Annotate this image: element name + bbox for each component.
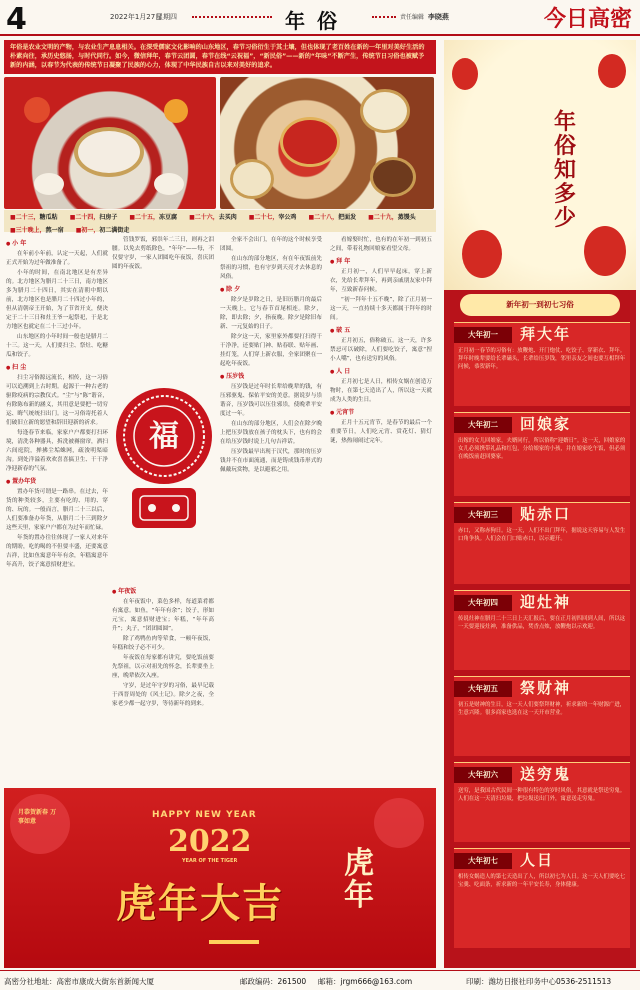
paragraph: 正月初五，俗称破五。这一天，许多禁忌可以破除，人们要吃饺子，寓意“捏小人嘴”，也有送穷的风俗。	[330, 338, 432, 362]
paragraph: 每逢春节来临，家家户户都要打扫环境，清洗各种器具，拆洗被褥窗帘，洒扫六间庭院，掸拂尘垢蛛网，疏浚明渠暗沟。到处洋溢着欢欢喜喜搞卫生、干干净净迎新春的气氛。	[6, 430, 108, 472]
paragraph: 除了鸡鸭鱼肉等荤食，一顿年夜饭，年糕和饺子必不可少。	[112, 636, 214, 651]
banner-ribbon	[209, 940, 259, 944]
page-number: 4	[6, 2, 27, 37]
day-custom-text: 正月初一春节的习俗有：放鞭炮、开门炮仗、吃饺子、穿新衣、拜年。拜年时晚辈要给长辈磕头，长辈给压岁钱，邻里亲友之间也要互相拜年问候，恭贺新年。	[458, 348, 626, 370]
subhead: ● 破 五	[330, 326, 432, 336]
newspaper-logo: 今日高密	[544, 6, 633, 32]
day-custom-name: 祭财神	[520, 679, 572, 697]
day-label: 大年初二	[454, 417, 512, 433]
day-custom-text: 相传女娲造人的第七天造出了人，所以初七为人日。这一天人们要吃七宝羹、吃面条，祈求新的一年平安长寿，身体健康。	[458, 874, 626, 888]
paragraph: 扫尘习俗源远流长，相传，这一习俗可以追溯到上古时期。起源于一种古老的驱除疫病的宗教仪式。“尘”与“陈”谐音，有除陈布新的涵义，其用意是要把一切穷运、晦气统统扫出门。这一习俗寄托着人们破旧立新的愿望和辞旧迎新的祈求。	[6, 375, 108, 426]
subhead: ● 除 夕	[220, 285, 322, 295]
issue-date: 2022年1月27日	[110, 13, 163, 21]
banner-year: 2022	[168, 824, 252, 859]
day-card-2	[454, 412, 630, 496]
day-custom-name: 贴赤口	[520, 505, 572, 523]
paragraph: 山东地区的小年时间一般也是腊月二十三。这一天，人们要扫尘、祭灶、吃糖瓜和饺子。	[6, 334, 108, 358]
subhead: ● 拜 年	[330, 257, 432, 267]
rhyme-item: ■初一，初二满街走	[75, 227, 130, 234]
article-column-2-bottom	[112, 584, 214, 784]
day-card-4	[454, 590, 630, 670]
subhead: ● 小 年	[6, 239, 108, 249]
paragraph: 正月十五元宵节，是春节的最后一个重要节日，人们吃元宵、赏花灯、猜灯谜，热热闹闹过完年。	[330, 420, 432, 444]
subhead: ● 元宵节	[330, 408, 432, 418]
day-card-1	[454, 322, 630, 406]
banner-greeting: 月恭贺新春 万事如意	[18, 809, 57, 825]
day-custom-name: 拜大年	[520, 325, 572, 343]
day-card-5	[454, 676, 630, 756]
fu-papercut-image	[112, 346, 216, 582]
paragraph: 年货的置办往往体现了一家人对来年的期盼，吃的喝的不但要丰盛，还要寓意吉祥，比如鱼寓意年年有余，年糕寓意年年高升，饺子寓意招财进宝。	[6, 535, 108, 568]
day-label: 大年初六	[454, 767, 512, 783]
paragraph: 管钱罗饭，邪祟年二三日，则再之泪腰。以免去剪纸除色，“年年”——每，不仅要守岁，一家人团圆吃年夜饭，喜庆团圆的年夜饭。	[112, 237, 214, 270]
banner-happy-text: HAPPY NEW YEAR	[152, 810, 257, 820]
paragraph: 看嫁娶时忙，也有的在年初一到初五之间，带着礼物回娘家看望父母。	[330, 237, 432, 252]
countdown-rhyme-bar	[4, 210, 436, 232]
day-label: 大年初七	[454, 853, 512, 869]
festive-snacks-photo	[220, 77, 434, 209]
subhead: ● 置办年货	[6, 477, 108, 487]
sidebar-lantern-header	[444, 40, 636, 290]
day-custom-name: 回娘家	[520, 415, 572, 433]
paragraph: 守岁，是过年守岁的习俗，最早记载于西晋周处的《风土记》。除夕之夜，全家老少都一起守岁，等待新年的到来。	[112, 683, 214, 707]
paragraph: 置办年货可谓是一路串。在过去，年货的种类较多，主要有吃的、用的、穿的、玩的。一般而言，腊月二十三以后，人们要准备办年货，从腊月二十三到除夕这些天里，家家户户都在为过年而忙碌。	[6, 489, 108, 531]
article-column-1	[6, 236, 108, 784]
day-card-7	[454, 848, 630, 948]
paragraph: 压岁钱最早出现于汉代，那时的压岁钱并不在市面流通，而是铸成钱币形式的佩戴玩赏物，是以避邪之用。	[220, 449, 322, 473]
section-title: 年俗	[285, 9, 349, 33]
day-label: 大年初五	[454, 681, 512, 697]
subhead: ● 人 日	[330, 367, 432, 377]
sidebar-subtitle: 新年初一到初七习俗	[460, 294, 620, 316]
paragraph: 在山东的部分地区，人们会在除夕晚上把压岁钱放在孩子的枕头下，也有的会在给压岁钱时说上几句吉祥话。	[220, 421, 322, 445]
page-footer	[0, 970, 640, 990]
day-custom-text: 送穷，是我国古代民间一种很有特色的岁时风俗，其意就是祭送穷鬼。人们在这一天清扫垃圾，把垃圾送出门外，寓意送走穷鬼。	[458, 788, 626, 802]
sidebar-title: 年俗知多少	[553, 109, 576, 231]
day-card-6	[454, 762, 630, 842]
svg-text:福: 福	[149, 419, 179, 454]
rhyme-item: ■二十八，把面发	[308, 214, 357, 221]
rhyme-item: ■二十三，糖瓜粘	[10, 214, 58, 221]
footer-printer: 印刷：潍坊日报社印务中心0536-2511513	[466, 977, 612, 986]
article-column-4	[330, 236, 432, 784]
subhead: ● 扫 尘	[6, 363, 108, 373]
day-custom-name: 人日	[520, 851, 555, 869]
paragraph: 在山东的部分地区，有在年夜饭前先祭祖的习惯，也有守岁到天亮才去休息的风俗。	[220, 256, 322, 280]
banner-subtitle: YEAR OF THE TIGER	[182, 858, 238, 864]
subhead: ● 年夜饭	[112, 587, 214, 597]
paragraph: 小年的时间，在南北地区是有差异的。北方地区为腊月二十三日，南方地区多为腊月二十四日，其实在清朝中期以前，北方地区也是腊月二十四过小年的，但从清朝帝王开始，为了节省开支，便决定于二十三日和灶王爷一起祭祀，于是北方地区也就定在二十三过小年。	[6, 270, 108, 330]
paragraph: 正月初七是人日，相传女娲在创造万物时，在第七天造出了人，所以这一天就成为人类的生日。	[330, 379, 432, 403]
day-custom-text: 赤口，又称赤狗日。这一天，人们不出门拜年，据说这天容易与人发生口角争执。人们会在门口贴赤口，以示避开。	[458, 528, 626, 542]
intro-text: 年俗是农业文明的产物，与农业生产息息相关。在深受儒家文化影响的山东地区，春节习俗衍生于其土壤，但也体现了老百姓在新的一年里对美好生活的朴素向往，承历史悠扬，与时代同行。如今，微信拜年，春节云团圆，春节在线“云祝福”，“新民俗”——新的“年味”不断产生，传统节日习俗也被赋予新的内涵，以春节为代表的传统节日凝聚了民族的心力，体现了中华民族自古以来对美好的追求。	[4, 40, 436, 74]
paragraph: “初一拜年十五不晚”，除了正月初一这一天，一直持续十多天都属于拜年的时间。	[330, 297, 432, 321]
issue-weekday: 星期四	[156, 13, 177, 21]
family-dinner-photo	[4, 77, 216, 209]
paragraph: 压岁钱是过年时长辈给晚辈的钱，有压邪驱鬼、保佑平安的美意。据说岁与祟谐音，压岁钱可以压住邪祟，使晚辈平安度过一年。	[220, 384, 322, 417]
rhyme-item: ■二十四，扫房子	[69, 214, 118, 221]
footer-email: 邮箱：jrgm666@163.com	[318, 977, 413, 986]
day-custom-text: 出嫁的女儿回娘家，夫婿同行，所以俗称“迎婿日”。这一天，回娘家的女儿必须携带礼品和红包，分给娘家的小孩，并在娘家吃午饭，但必须在晚饭前赶回婆家。	[458, 438, 626, 460]
day-custom-text: 初五是财神的生日，这一天人们要祭拜财神，祈求新的一年财源广进，生意兴隆。很多商家也选在这一天开市营业。	[458, 702, 626, 716]
paragraph: 除夕是岁除之日，是旧历腊月的最后一天晚上，它与春节首尾相连。除夕，除，即去除；夕，指夜晚。除夕是除旧布新、一元复始的日子。	[220, 297, 322, 330]
day-label: 大年初四	[454, 595, 512, 611]
rhyme-item: ■二十九，蒸馒头	[368, 214, 416, 221]
footer-zip: 邮政编码：261500	[240, 977, 307, 986]
paragraph: 在年前小年前，认定一天起，人们就正式开始为过年做准备了。	[6, 251, 108, 266]
day-custom-name: 迎灶神	[520, 593, 572, 611]
day-custom-text: 传说灶神在腊月二十三日上天汇报后，要在正月初四回到人间，所以这一天要迎接灶神，准备供品，焚香点烛，放鞭炮以示欢迎。	[458, 616, 626, 630]
banner-tiger-calligraphy: 虎年	[344, 846, 374, 913]
banner-main-title: 虎年大吉	[116, 880, 284, 927]
rhyme-item: ■二十六，去买肉	[189, 214, 237, 221]
paragraph: 年夜饭在每家都有讲究，要吃饭前要先祭祖，以示对祖先的怀念，长辈要坐上座，晚辈依次入座。	[112, 655, 214, 679]
article-column-2-top	[112, 236, 214, 342]
header-divider-left	[192, 16, 272, 19]
day-label: 大年初一	[454, 327, 512, 343]
editor-credit: 责任编辑 李晓燕	[400, 13, 449, 21]
rhyme-item: ■二十五，冻豆腐	[129, 214, 178, 221]
paragraph: 全家不会出门，在年的这个时候享受团圆。	[220, 237, 322, 252]
paragraph: 正月初一，人们早早起床，穿上新衣，先给长辈拜年，再到亲戚朋友家中拜年，互致新春问候。	[330, 269, 432, 293]
day-card-3	[454, 502, 630, 584]
header-divider-right	[372, 16, 396, 19]
rhyme-item: ■二十七，宰公鸡	[248, 214, 297, 221]
paragraph: 在年夜饭中，菜色多样，每道菜肴都有寓意。如鱼，“年年有余”；饺子，形如元宝，寓意招财进宝；年糕，“年年高升”；丸子，“团团圆圆”。	[112, 599, 214, 632]
article-column-3	[220, 236, 322, 784]
new-year-banner	[4, 788, 436, 968]
rhyme-item: ■三十晚上，熬一宿	[10, 227, 64, 234]
paragraph: 除夕这一天，家里家外都要打扫得干干净净，还要贴门神、贴春联、贴年画、挂灯笼，人们穿上新衣服，全家团聚在一起吃年夜饭。	[220, 334, 322, 367]
footer-address: 高密分社地址：高密市康成大街东首新闻大厦	[4, 977, 154, 986]
day-custom-name: 送穷鬼	[520, 765, 572, 783]
subhead: ● 压岁钱	[220, 372, 322, 382]
day-label: 大年初三	[454, 507, 512, 523]
